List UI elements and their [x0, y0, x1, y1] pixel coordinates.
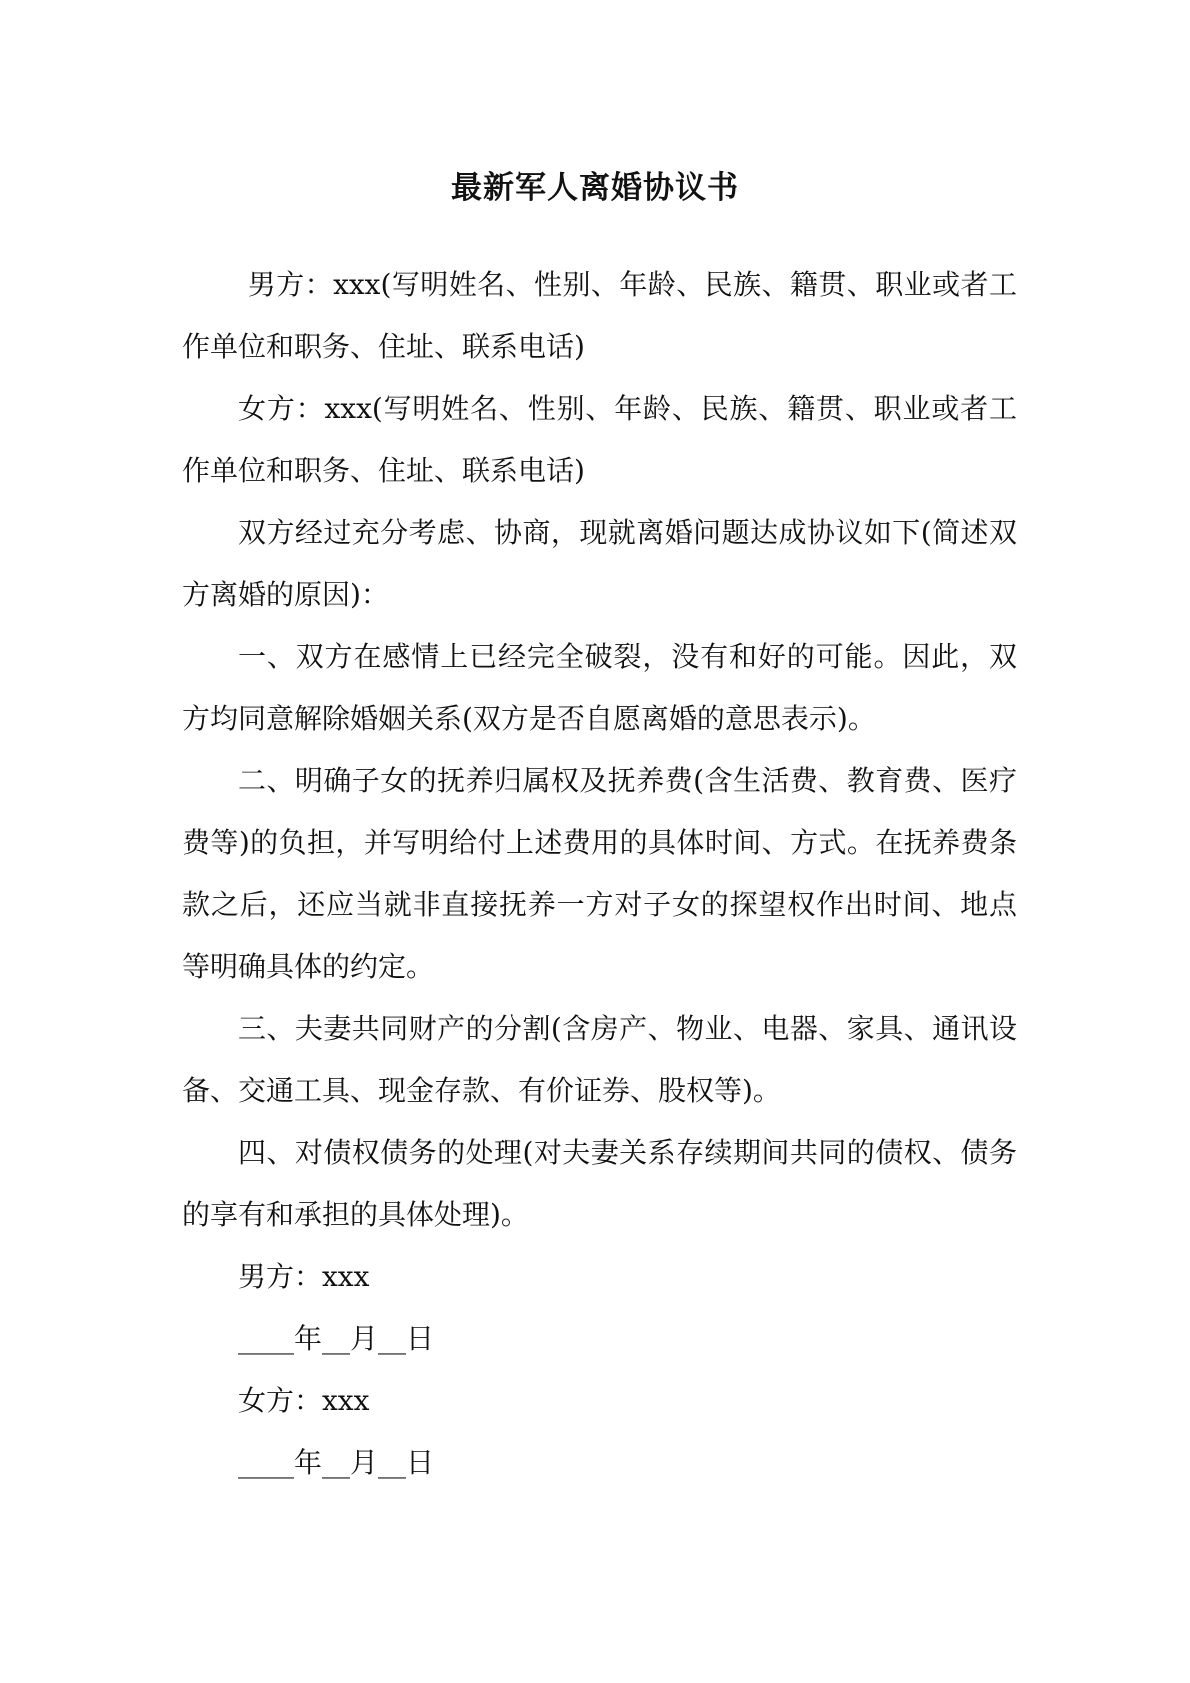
document-body — [182, 254, 1017, 1494]
clause-one-paragraph: 一、双方在感情上已经完全破裂，没有和好的可能。因此，双方均同意解除婚姻关系(双方是否自愿离婚的意思表示)。 — [182, 640, 1017, 735]
document-title: 最新军人离婚协议书 — [451, 170, 739, 206]
clause-two-paragraph: 二、明确子女的抚养归属权及抚养费(含生活费、教育费、医疗费等)的负担，并写明给付上述费用的具体时间、方式。在抚养费条款之后，还应当就非直接抚养一方对子女的探望权作出时间、地点等明确具体的约定。 — [182, 764, 1017, 983]
female-signature-date: ____年__月__日 — [238, 1446, 435, 1479]
male-signature-label: 男方：xxx — [238, 1260, 370, 1293]
clause-four-paragraph: 四、对债权债务的处理(对夫妻关系存续期间共同的债权、债务的享有和承担的具体处理)。 — [182, 1136, 1017, 1231]
female-party-paragraph: 女方：xxx(写明姓名、性别、年龄、民族、籍贯、职业或者工作单位和职务、住址、联系电话) — [182, 392, 1017, 487]
clause-three-paragraph: 三、夫妻共同财产的分割(含房产、物业、电器、家具、通讯设备、交通工具、现金存款、有价证券、股权等)。 — [182, 1012, 1017, 1107]
male-party-paragraph: 男方：xxx(写明姓名、性别、年龄、民族、籍贯、职业或者工作单位和职务、住址、联系电话) — [182, 268, 1017, 363]
agreement-intro-paragraph: 双方经过充分考虑、协商，现就离婚问题达成协议如下(简述双方离婚的原因)： — [182, 516, 1017, 611]
male-signature-date: ____年__月__日 — [238, 1322, 435, 1355]
female-signature-label: 女方：xxx — [238, 1384, 370, 1417]
